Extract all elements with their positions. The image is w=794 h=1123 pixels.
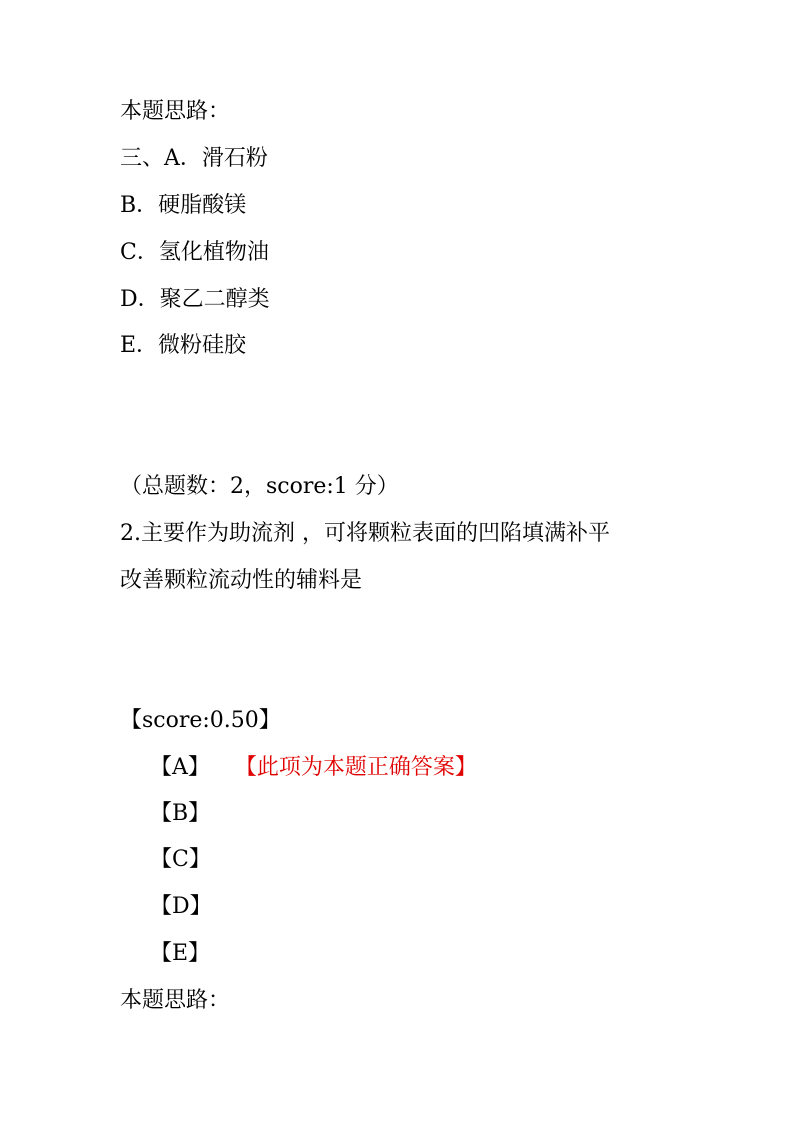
prev-option-d: D．聚乙二醇类 <box>120 287 270 312</box>
choice-a-row <box>150 753 477 783</box>
choice-d: 【D】 <box>150 894 212 919</box>
prev-option-c: C．氢化植物油 <box>120 240 269 265</box>
question-score: 【score:0.50】 <box>120 708 281 733</box>
prev-option-a: 三、A．滑石粉 <box>120 146 268 171</box>
explanation-label: 本题思路： <box>120 988 231 1013</box>
correct-answer-note: 【此项为本题正确答案】 <box>245 755 477 780</box>
choice-a: 【A】 <box>150 755 210 780</box>
prev-explanation-label: 本题思路： <box>120 99 231 124</box>
question-meta: （总题数：2，score:1 分） <box>120 474 399 499</box>
question-text-line2: 改善颗粒流动性的辅料是 <box>120 568 363 593</box>
choice-b: 【B】 <box>150 801 211 826</box>
prev-option-e: E．微粉硅胶 <box>120 333 247 358</box>
choice-e: 【E】 <box>150 941 211 966</box>
question-text-line1: 2.主要作为助流剂 ，可将颗粒表面的凹陷填满补平 <box>120 521 610 546</box>
choice-c: 【C】 <box>150 847 211 872</box>
prev-option-b: B．硬脂酸镁 <box>120 193 247 218</box>
